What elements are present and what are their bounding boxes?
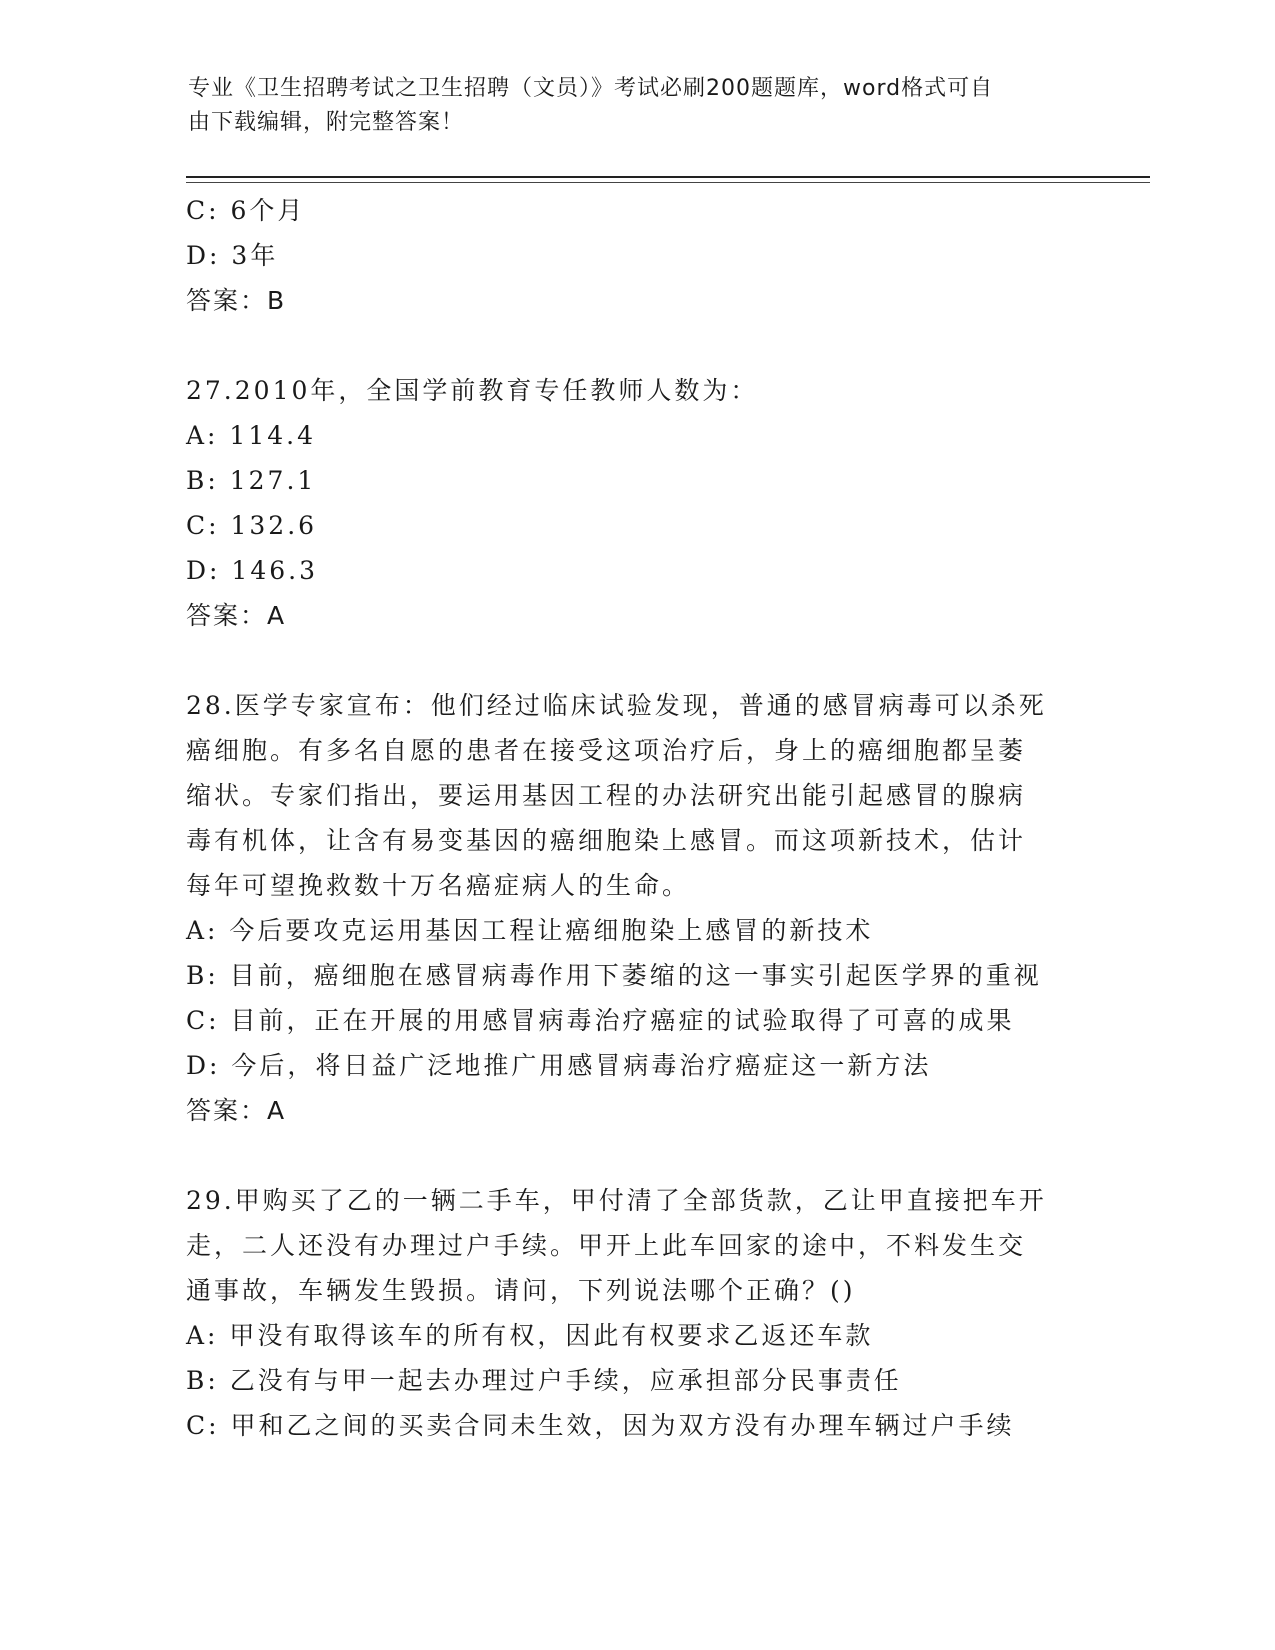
option-c: C: 目前，正在开展的用感冒病毒治疗癌症的试验取得了可喜的成果 (186, 1006, 1015, 1035)
question-26-tail (186, 188, 1086, 323)
option-a: A: 甲没有取得该车的所有权，因此有权要求乙返还车款 (186, 1321, 874, 1350)
question-stem-line: 缩状。专家们指出，要运用基因工程的办法研究出能引起感冒的腺病 (186, 781, 1027, 810)
header-divider-thick (186, 176, 1150, 178)
question-stem-line: 通事故，车辆发生毁损。请问，下列说法哪个正确？() (186, 1276, 856, 1305)
option-b: B: 乙没有与甲一起去办理过户手续，应承担部分民事责任 (186, 1366, 902, 1395)
header-line-2: 由下载编辑，附完整答案！ (188, 110, 465, 135)
header-divider-thin (186, 182, 1150, 183)
answer-line: 答案：B (186, 286, 287, 315)
spacer (186, 638, 1086, 683)
spacer (186, 1133, 1086, 1178)
question-27 (186, 368, 1086, 638)
question-stem-line: 毒有机体，让含有易变基因的癌细胞染上感冒。而这项新技术，估计 (186, 826, 1027, 855)
option-b: B: 127.1 (186, 466, 317, 495)
option-d: D: 3年 (186, 241, 279, 270)
question-stem-line: 28.医学专家宣布：他们经过临床试验发现，普通的感冒病毒可以杀死 (186, 691, 1047, 720)
question-list (186, 188, 1086, 1448)
option-c: C: 132.6 (186, 511, 318, 540)
question-stem: 27.2010年，全国学前教育专任教师人数为： (186, 376, 759, 405)
option-b: B: 目前，癌细胞在感冒病毒作用下萎缩的这一事实引起医学界的重视 (186, 961, 1042, 990)
answer-line: 答案：A (186, 1096, 287, 1125)
question-stem-line: 每年可望挽救数十万名癌症病人的生命。 (186, 871, 691, 900)
answer-line: 答案：A (186, 601, 287, 630)
page-header (188, 72, 1068, 140)
option-d: D: 146.3 (186, 556, 318, 585)
option-d: D: 今后，将日益广泛地推广用感冒病毒治疗癌症这一新方法 (186, 1051, 932, 1080)
header-line-1: 专业《卫生招聘考试之卫生招聘（文员）》考试必刷200题题库，word格式可自 (188, 76, 994, 101)
option-a: A: 今后要攻克运用基因工程让癌细胞染上感冒的新技术 (186, 916, 874, 945)
question-stem-line: 29.甲购买了乙的一辆二手车，甲付清了全部货款，乙让甲直接把车开 (186, 1186, 1047, 1215)
spacer (186, 323, 1086, 368)
question-29 (186, 1178, 1086, 1448)
question-stem-line: 癌细胞。有多名自愿的患者在接受这项治疗后，身上的癌细胞都呈萎 (186, 736, 1027, 765)
question-28 (186, 683, 1086, 1133)
option-c: C: 6个月 (186, 196, 306, 225)
question-stem-line: 走，二人还没有办理过户手续。甲开上此车回家的途中，不料发生交 (186, 1231, 1027, 1260)
option-a: A: 114.4 (186, 421, 316, 450)
option-c: C: 甲和乙之间的买卖合同未生效，因为双方没有办理车辆过户手续 (186, 1411, 1015, 1440)
